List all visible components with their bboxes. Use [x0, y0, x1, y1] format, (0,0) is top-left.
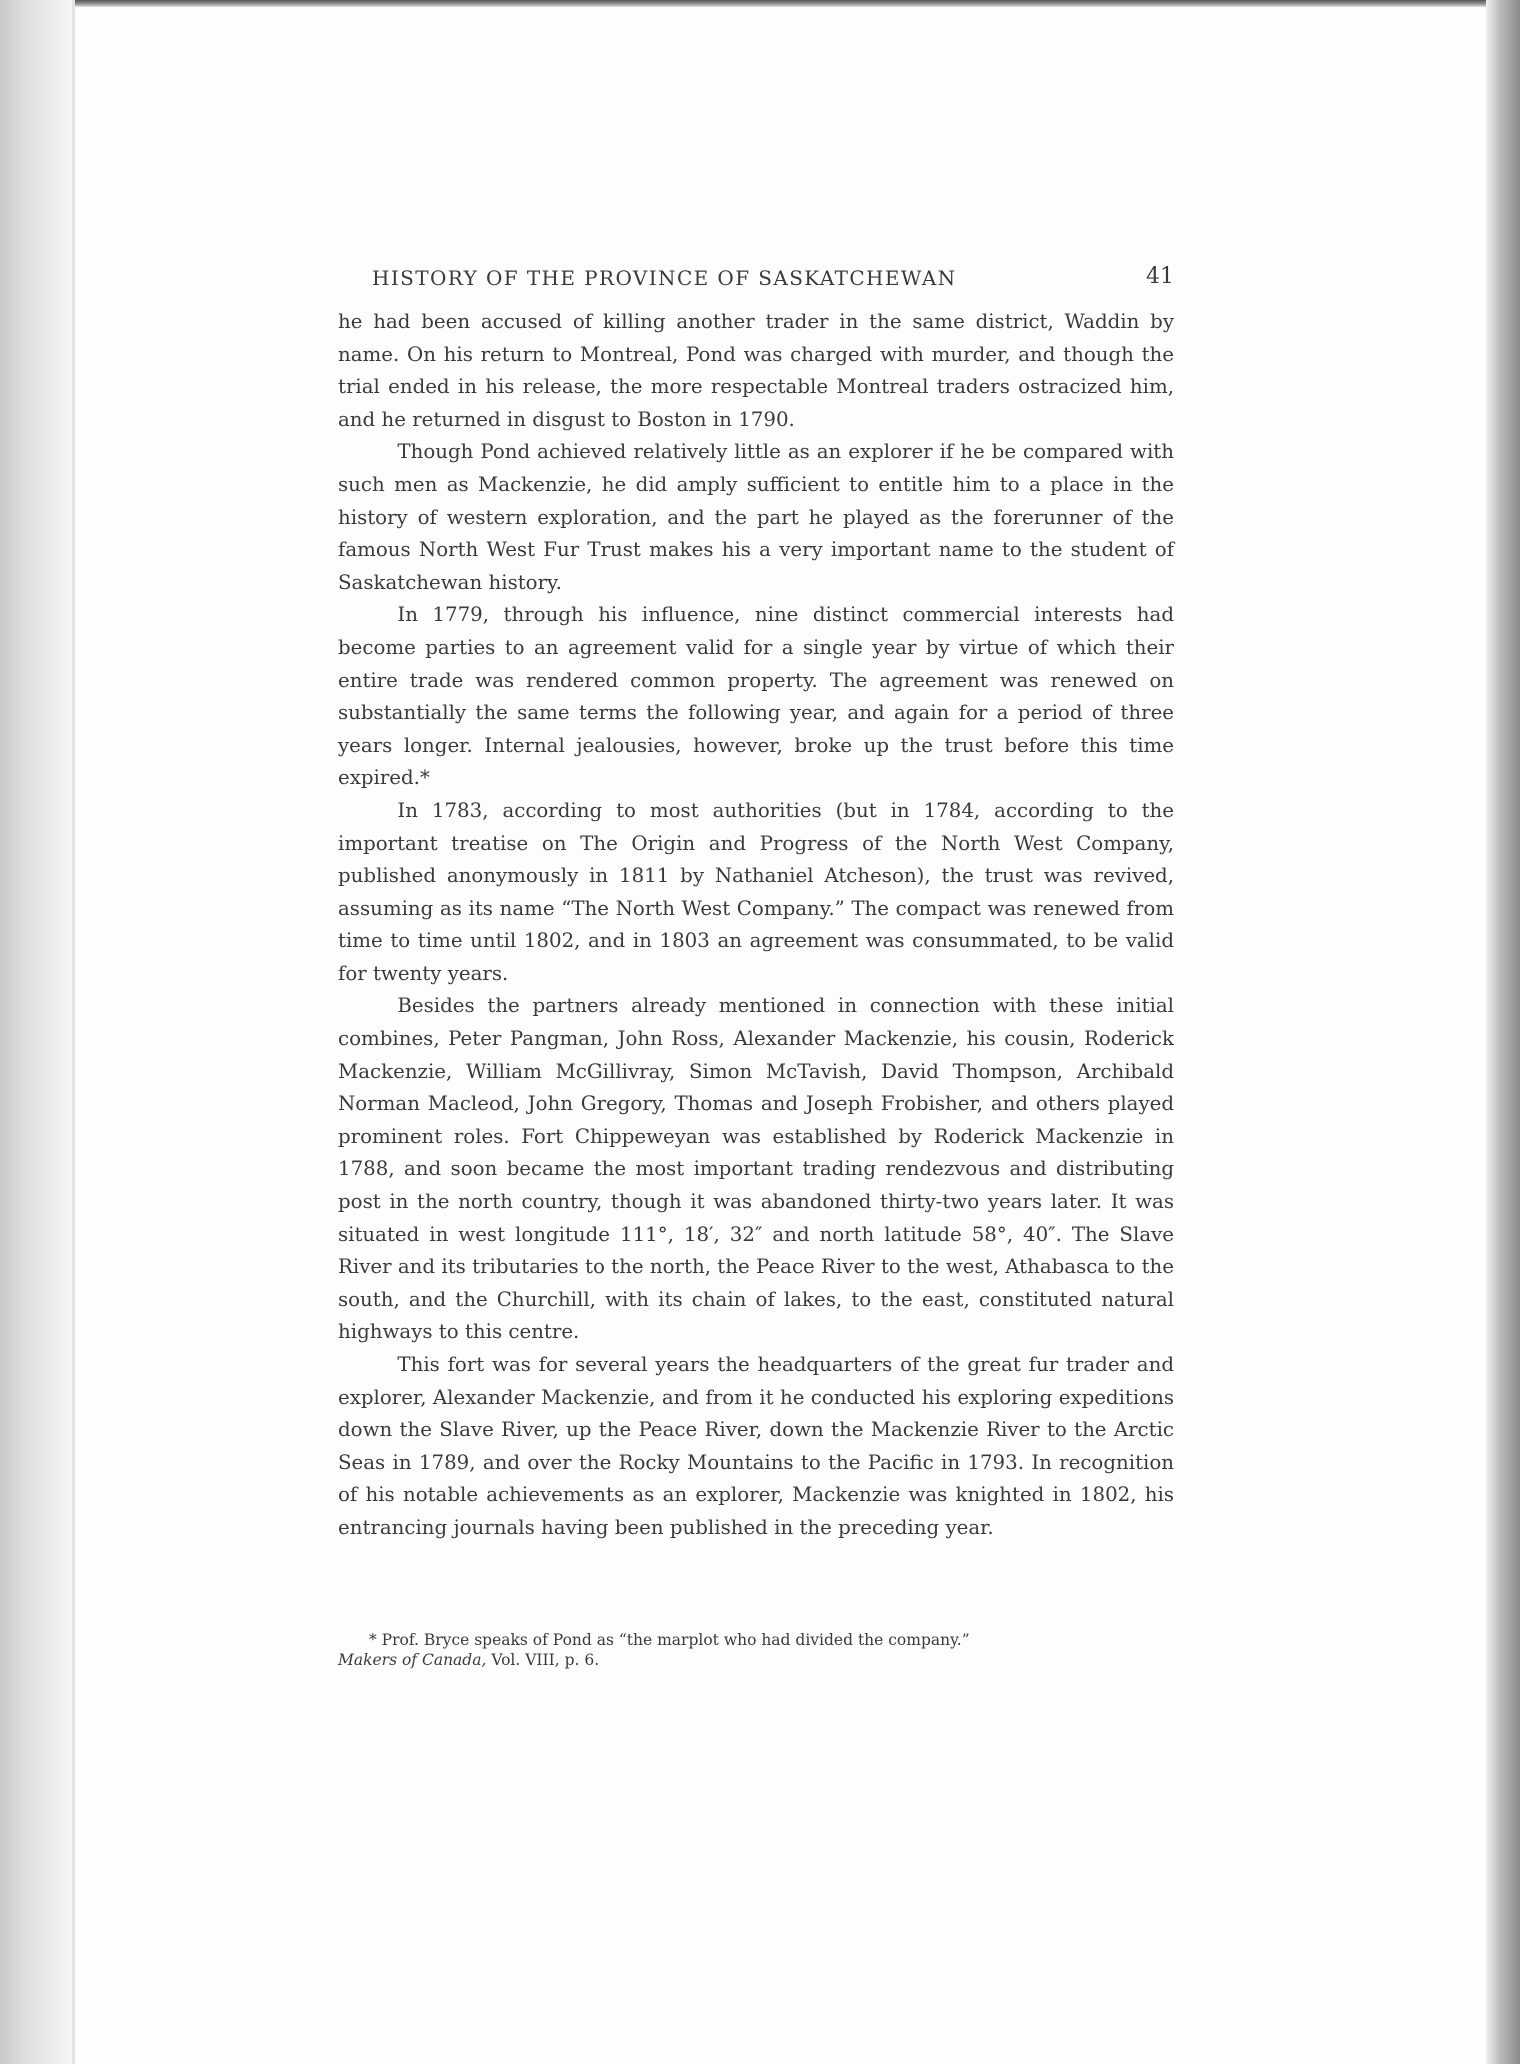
paragraph: Besides the partners already mentioned in connection with these initial combines, Peter Pangman, John Ross, Alexander Mackenzie, his cousin, Roderick Mackenzie, William McGillivray, Simon McTavish, David Thompson, Archibald Norman Macleod, John Gregory, Thomas and Joseph Frobisher, and others played prominent roles. Fort Chippeweyan was established by Roderick Mackenzie in 1788, and soon became the most important trading rendezvous and distributing post in the north country, though it was abandoned thirty-two years later. It was situated in west longitude 111°, 18′, 32″ and north latitude 58°, 40″. The Slave River and its tributaries to the north, the Peace River to the west, Athabasca to the south, and the Churchill, with its chain of lakes, to the east, constituted natural highways to this centre. — [338, 994, 1174, 1344]
footnote-source — [338, 1650, 1174, 1670]
footnote-source-ref: Vol. VIII, p. 6. — [486, 1651, 600, 1669]
footnote-source-title: Makers of Canada, — [338, 1651, 487, 1669]
left-page-edge — [72, 0, 75, 2064]
running-title: HISTORY OF THE PROVINCE OF SASKATCHEWAN — [372, 266, 957, 290]
left-binding-gutter — [0, 0, 72, 2064]
paragraph: Though Pond achieved relatively little as an explorer if he be compared with such men as Mackenzie, he did amply sufficient to entitle him to a place in the history of western exploration, and the part he played as the forerunner of the famous North West Fur Trust makes his a very important name to the student of Saskatchewan history. — [338, 440, 1174, 594]
right-page-edge — [1486, 0, 1520, 2064]
paragraph: In 1783, according to most authorities (but in 1784, according to the important treatise on The Origin and Progress of the North West Company, published anonymously in 1811 by Nathaniel Atcheson), the trust was revived, assuming as its name “The North West Company.” The compact was renewed from time to time until 1802, and in 1803 an agreement was consummated, to be valid for twenty years. — [338, 798, 1174, 985]
running-head — [338, 266, 1174, 296]
page-top-edge — [0, 0, 1520, 7]
paragraph: This fort was for several years the headquarters of the great fur trader and explorer, Alexander Mackenzie, and from it he conducted his exploring expeditions down the Slave River, up the Peace River, down the Mackenzie River to the Arctic Seas in 1789, and over the Rocky Mountains to the Pacific in 1793. In recognition of his notable achievements as an explorer, Mackenzie was knighted in 1802, his entrancing journals having been published in the preceding year. — [338, 1353, 1174, 1539]
page-number: 41 — [1146, 264, 1174, 289]
body-text — [338, 306, 1174, 1545]
paragraph-continued: he had been accused of killing another trader in the same district, Waddin by name. On his return to Montreal, Pond was charged with murder, and though the trial ended in his release, the more respectable Montreal traders ostracized him, and he returned in disgust to Boston in 1790. — [338, 310, 1174, 431]
footnote-text: * Prof. Bryce speaks of Pond as “the marplot who had divided the company.” — [369, 1631, 970, 1649]
paragraph: In 1779, through his influence, nine distinct commercial interests had become parties to an agreement valid for a single year by virtue of which their entire trade was rendered common property. The agreement was renewed on substantially the same terms the following year, and again for a period of three years longer. Internal jealousies, however, broke up the trust before this time expired.* — [338, 603, 1174, 790]
footnote — [338, 1630, 1174, 1670]
